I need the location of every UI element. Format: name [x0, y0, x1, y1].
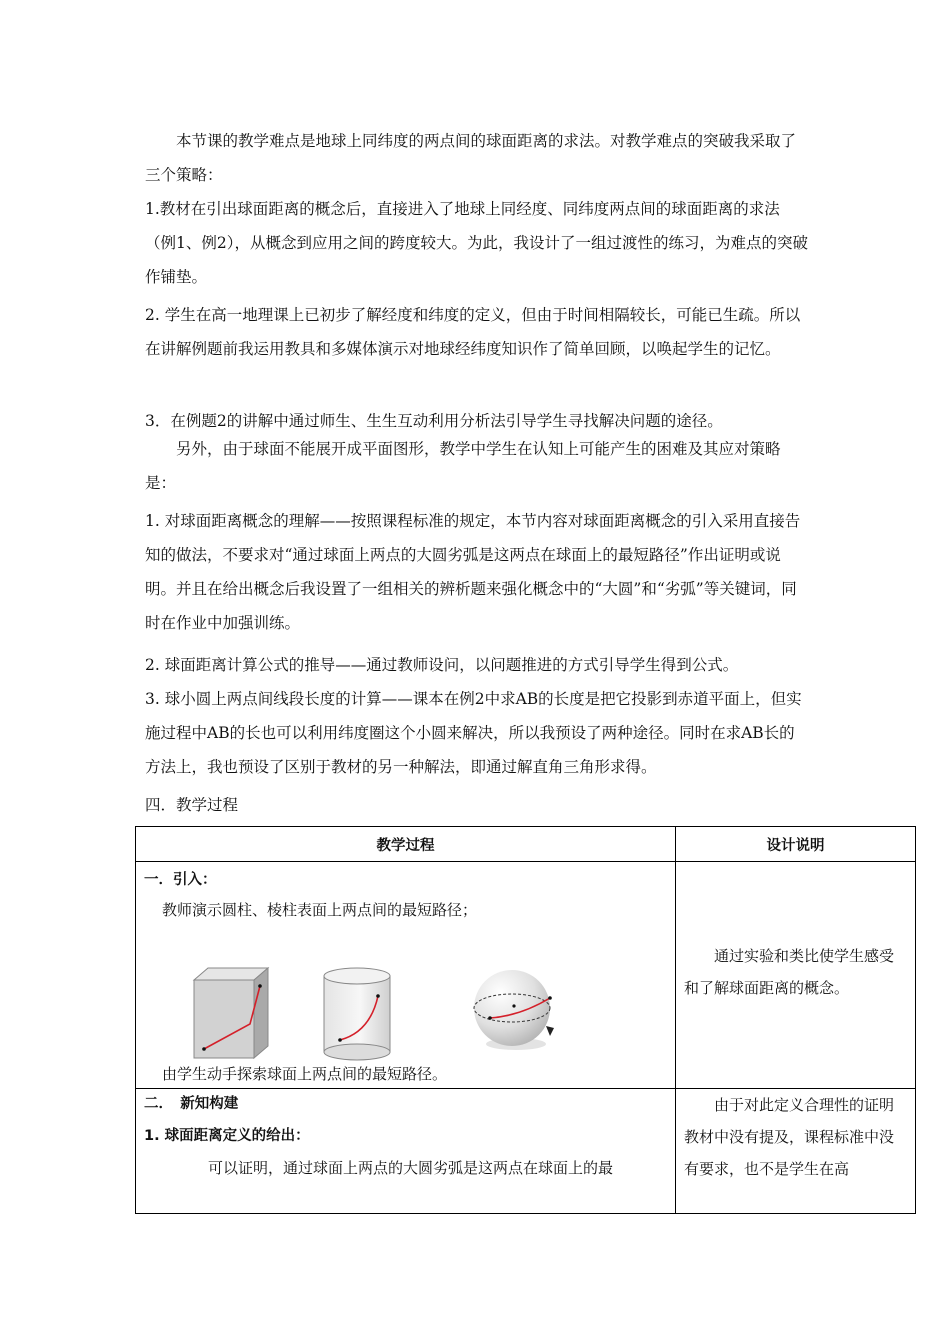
- paragraph-point-2: 2. 球面距离计算公式的推导——通过教师设问，以问题推进的方式引导学生得到公式。: [145, 656, 739, 674]
- teaching-process-table: [135, 826, 916, 1214]
- paragraph-strategy-1: 1.教材在引出球面距离的概念后，直接进入了地球上同经度、同纬度两点间的球面距离的求法（例1、例2），从概念到应用之间的跨度较大。为此，我设计了一组过渡性的练习，为难点的突破作铺垫。: [145, 200, 808, 286]
- definition-line: 可以证明，通过球面上两点的大圆劣弧是这两点在球面上的最: [208, 1159, 614, 1177]
- paragraph-point-1: 1. 对球面距离概念的理解——按照课程标准的规定，本节内容对球面距离概念的引入采用直接告知的做法，不要求对“通过球面上两点的大圆劣弧是这两点在球面上的最短路径”作出证明或说明。并且在给出概念后我设置了一组相关的辨析题来强化概念中的“大圆”和“劣弧”等关键词，同时在作业中加强训练。: [145, 512, 801, 632]
- paragraph-point-3: 3. 球小圆上两点间线段长度的计算——课本在例2中求AB的长度是把它投影到赤道平面上，但实施过程中AB的长也可以利用纬度圈这个小圆来解决，所以我预设了两种途径。同时在求AB长的方法上，我也预设了区别于教材的另一种解法，即通过解直角三角形求得。: [145, 690, 802, 776]
- table-header-row: [136, 827, 916, 862]
- definition-subtitle: 1. 球面距离定义的给出：: [144, 1128, 310, 1144]
- table-row: [136, 862, 916, 1089]
- intro-line-2: 由学生动手探索球面上两点间的最短路径。: [162, 1065, 448, 1083]
- intro-title: 一．引入：: [144, 872, 217, 888]
- header-process: 教学过程: [136, 827, 676, 862]
- new-knowledge-title: 二． 新知构建: [144, 1096, 239, 1112]
- intro-note: 通过实验和类比使学生感受和了解球面距离的概念。: [684, 947, 895, 997]
- new-knowledge-note-cell: [676, 1089, 916, 1214]
- prism-figure: [190, 966, 270, 1060]
- paragraph-also: 另外，由于球面不能展开成平面图形，教学中学生在认知上可能产生的困难及其应对策略是：: [145, 440, 781, 492]
- sphere-figure: [470, 966, 556, 1056]
- header-notes: 设计说明: [676, 827, 916, 862]
- new-knowledge-note: 由于对此定义合理性的证明教材中没有提及，课程标准中没有要求，也不是学生在高: [684, 1096, 895, 1178]
- paragraph-difficulty: 本节课的教学难点是地球上同纬度的两点间的球面距离的求法。对教学难点的突破我采取了三个策略：: [145, 132, 797, 184]
- intro-note-cell: [676, 862, 916, 1089]
- table-row: [136, 1089, 916, 1214]
- intro-cell: [136, 862, 676, 1089]
- paragraph-strategy-3: 3．在例题2的讲解中通过师生、生生互动利用分析法引导学生寻找解决问题的途径。: [145, 412, 723, 430]
- new-knowledge-cell: [136, 1089, 676, 1214]
- paragraph-strategy-2: 2. 学生在高一地理课上已初步了解经度和纬度的定义，但由于时间相隔较长，可能已生疏。所以在讲解例题前我运用教具和多媒体演示对地球经纬度知识作了简单回顾，以唤起学生的记忆。: [145, 306, 801, 358]
- section-heading: 四．教学过程: [145, 796, 239, 814]
- cylinder-figure: [322, 966, 392, 1062]
- intro-line-1: 教师演示圆柱、棱柱表面上两点间的最短路径；: [162, 901, 478, 919]
